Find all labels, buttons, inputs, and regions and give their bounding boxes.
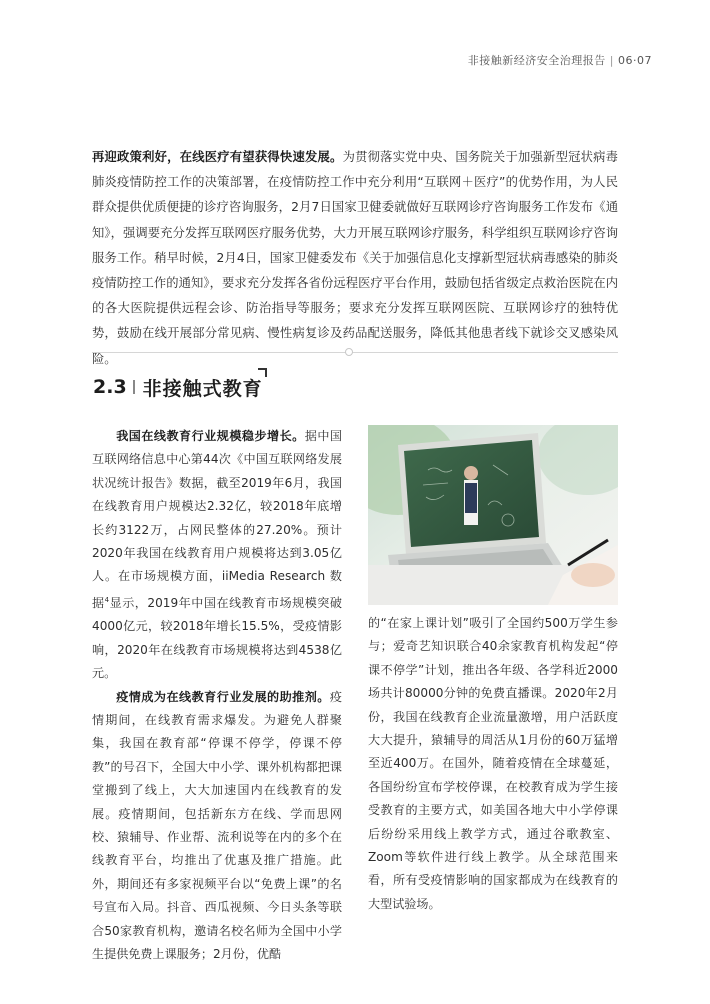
scale-body-a: 据中国互联网络信息中心第44次《中国互联网络发展状况统计报告》数据，截至2019年6月，我国在线教育用户规模达2.32亿，较2018年底增长约3122万，占网民整体的27.20%。预计2020年我国在线教育用户规模将达到3.05亿人。在市场规模方面，iiMedia Research 数据 (92, 429, 342, 610)
report-title: 非接触新经济安全治理报告 (467, 54, 606, 67)
section-bar (133, 380, 135, 394)
right-column (368, 612, 618, 916)
boost-body: 疫情期间，在线教育需求爆发。为避免人群聚集，我国在教育部“停课不停学，停课不停教”的号召下，全国大中小学、课外机构都把课堂搬到了线上，大大加速国内在线教育的发展。疫情期间，包括新东方在线、学而思网校、猿辅导、作业帮、流利说等在内的多个在线教育平台，均推出了优惠及推广措施。此外，期间还有多家视频平台以“免费上课”的名号宣布入局。抖音、西瓜视频、今日头条等联合50家教育机构，邀请名校名师为全国中小学生提供免费上课服务；2月份，优酷 (92, 689, 342, 961)
paragraph-scale (92, 425, 342, 686)
paragraph-boost (92, 686, 342, 967)
corner-bracket-icon (258, 368, 267, 377)
scale-lead: 我国在线教育行业规模稳步增长。 (116, 429, 305, 443)
divider-dot (345, 348, 353, 356)
boost-lead: 疫情成为在线教育行业发展的助推剂。 (116, 689, 330, 704)
scale-body-b: 显示，2019年中国在线教育市场规模突破4000亿元，较2018年增长15.5%，受疫情影响，2020年在线教育市场规模将达到4538亿元。 (92, 595, 342, 681)
footnote-ref: 4 (104, 595, 110, 604)
photo-illustration (368, 425, 618, 605)
intro-paragraph (92, 145, 618, 372)
intro-lead: 再迎政策利好，在线医疗有望获得快速发展。 (92, 150, 343, 164)
section-title: 非接触式教育 (142, 377, 263, 400)
left-column (92, 425, 342, 966)
page-numbers: 06·07 (618, 54, 652, 67)
header-separator: | (609, 54, 614, 67)
intro-body: 为贯彻落实党中央、国务院关于加强新型冠状病毒肺炎疫情防控工作的决策部署，在疫情防控工作中充分利用“互联网＋医疗”的优势作用，为人民群众提供优质便捷的诊疗咨询服务，2月7日国家卫健委就做好互联网诊疗咨询服务工作发布《通知》，强调要充分发挥互联网医疗服务优势，大力开展互联网诊疗服务，科学组织互联网诊疗咨询服务工作。稍早时候，2月4日，国家卫健委发布《关于加强信息化支撑新型冠状病毒感染的肺炎疫情防控工作的通知》，要求充分发挥各省份远程医疗平台作用，鼓励包括省级定点救治医院在内的各大医院提供远程会诊、防治指导等服务；要求充分发挥互联网医院、互联网诊疗的独特优势，鼓励在线开展部分常见病、慢性病复诊及药品配送服务，降低其他患者线下就诊交叉感染风险。 (92, 150, 618, 366)
section-number: 2.3 (93, 376, 127, 398)
running-header (468, 52, 652, 68)
laptop-online-class-photo (368, 425, 618, 605)
section-heading (93, 372, 263, 402)
section-divider (92, 352, 618, 353)
continued-paragraph: 的“在家上课计划”吸引了全国约500万学生参与；爱奇艺知识联合40余家教育机构发起“停课不停学”计划，推出各年级、各学科近2000场共计80000分钟的免费直播课。2020年2月份，我国在线教育企业流量激增，用户活跃度大大提升，猿辅导的周活从1月份的60万猛增至近400万。在国外，随着疫情在全球蔓延，各国纷纷宣布学校停课，在校教育成为学生接受教育的主要方式，如美国各地大中小学停课后纷纷采用线上教学方式，通过谷歌教室、Zoom等软件进行线上教学。从全球范围来看，所有受疫情影响的国家都成为在线教育的大型试验场。 (368, 616, 618, 911)
